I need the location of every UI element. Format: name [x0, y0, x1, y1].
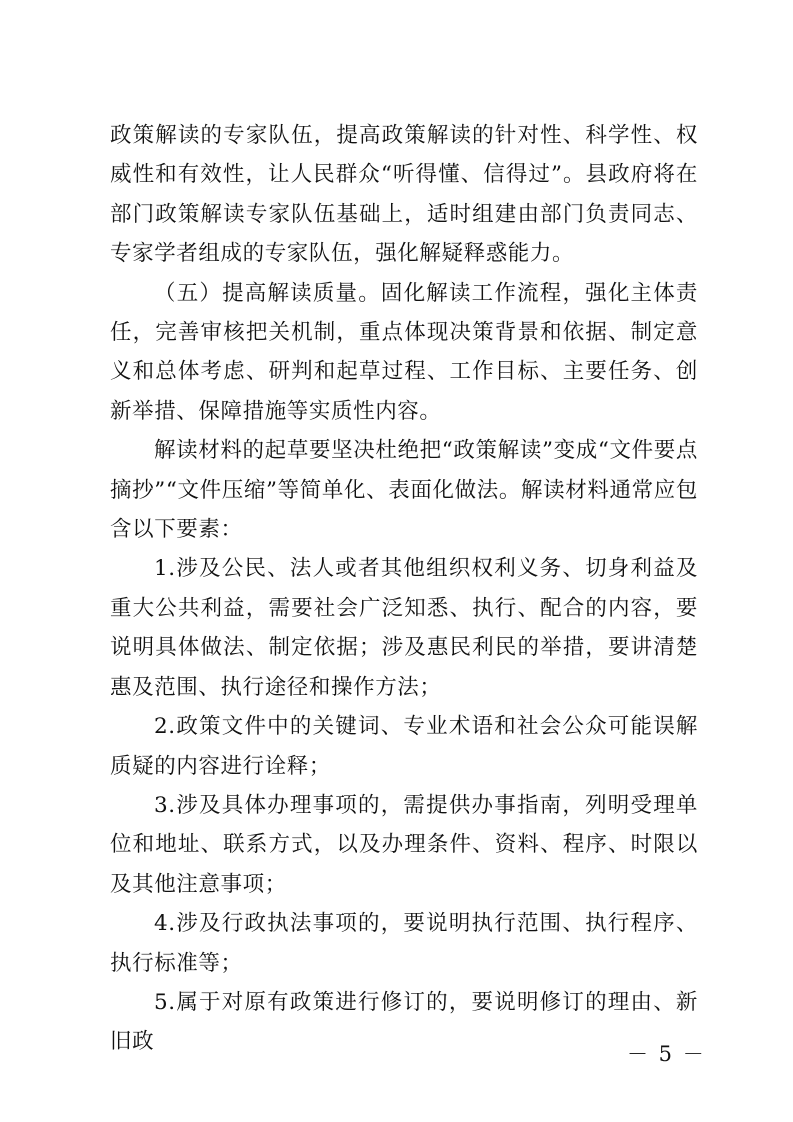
paragraph-drafting-requirements: 解读材料的起草要坚决杜绝把“政策解读”变成“文件要点摘抄”“文件压缩”等简单化、表面化做法。解读材料通常应包含以下要素：	[110, 438, 698, 543]
page-number: － 5 －	[627, 1042, 706, 1066]
paragraph-item-1: 1.涉及公民、法人或者其他组织权利义务、切身利益及重大公共利益，需要社会广泛知悉、执行、配合的内容，要说明具体做法、制定依据；涉及惠民利民的举措，要讲清楚惠及范围、执行途径和操作方法；	[110, 556, 698, 700]
document-body	[110, 116, 698, 1062]
paragraph-item-4: 4.涉及行政执法事项的，要说明执行范围、执行程序、执行标准等；	[110, 911, 698, 976]
paragraph-item-3: 3.涉及具体办理事项的，需提供办事指南，列明受理单位和地址、联系方式，以及办理条件、资料、程序、时限以及其他注意事项；	[110, 792, 698, 897]
paragraph-item-2: 2.政策文件中的关键词、专业术语和社会公众可能误解质疑的内容进行诠释；	[110, 714, 698, 779]
paragraph-continuation: 政策解读的专家队伍，提高政策解读的针对性、科学性、权威性和有效性，让人民群众“听得懂、信得过”。县政府将在部门政策解读专家队伍基础上，适时组建由部门负责同志、专家学者组成的专家队伍，强化解疑释惑能力。	[110, 123, 698, 267]
paragraph-section-five: （五）提高解读质量。固化解读工作流程，强化主体责任，完善审核把关机制，重点体现决策背景和依据、制定意义和总体考虑、研判和起草过程、工作目标、主要任务、创新举措、保障措施等实质性内容。	[110, 280, 698, 424]
paragraph-item-5: 5.属于对原有政策进行修订的，要说明修订的理由、新旧政	[110, 989, 698, 1055]
